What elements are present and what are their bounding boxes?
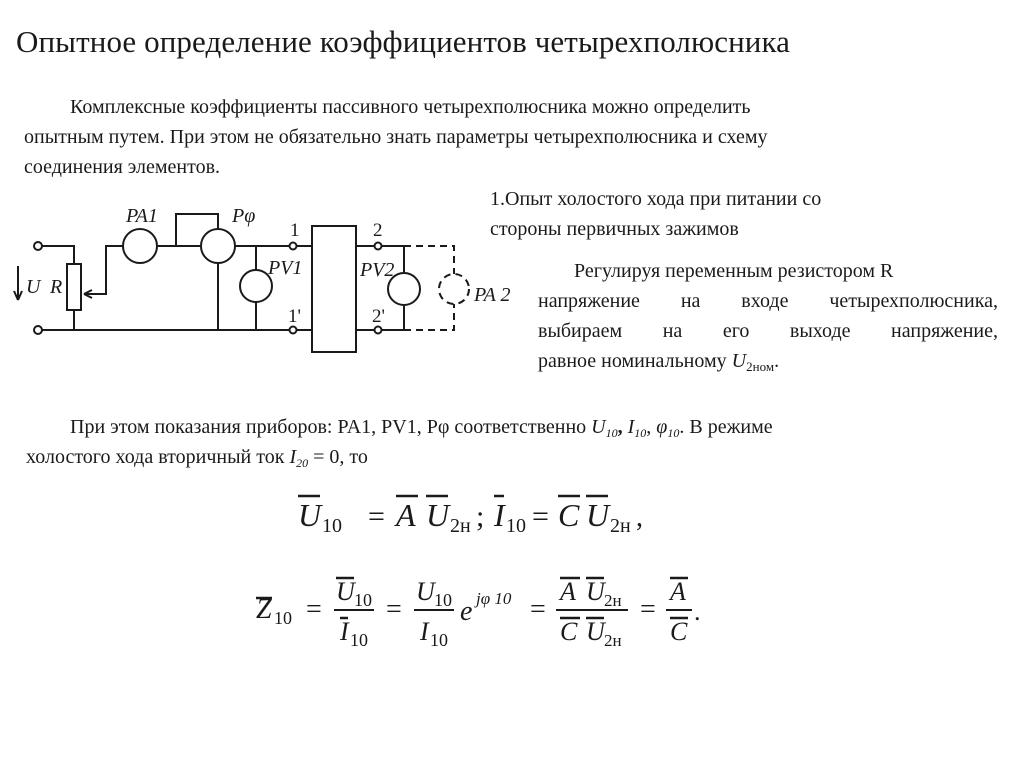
- f2-z: Z: [256, 594, 272, 625]
- f1-c: C: [558, 497, 580, 533]
- f2-end: .: [694, 597, 701, 626]
- f2-eq-3: =: [530, 594, 546, 625]
- label-pa2: PA 2: [474, 284, 511, 306]
- input-terminal-top: [34, 242, 42, 250]
- f1-u2n-b-sub: 2н: [610, 515, 631, 537]
- f2-frac1-num: U: [336, 577, 355, 606]
- f2-exp-base: e: [460, 596, 473, 627]
- f1-end: ,: [636, 502, 643, 533]
- label-r: R: [50, 276, 63, 298]
- formula-2: [250, 568, 710, 648]
- f2-frac3-num-a: A: [560, 577, 576, 606]
- terminal-2p-label: 2': [372, 306, 385, 327]
- experiment-heading: [490, 184, 821, 244]
- f2-eq-4: =: [640, 594, 656, 625]
- f1-u10-sub: 10: [322, 515, 342, 537]
- input-terminal-bottom: [34, 326, 42, 334]
- f2-frac2-den-sub: 10: [430, 630, 448, 648]
- terminal-2-label: 2: [373, 220, 383, 241]
- f2-exp-power: jφ 10: [476, 589, 512, 608]
- label-pv2: PV2: [360, 259, 395, 281]
- ammeter-pa2: [439, 274, 469, 304]
- phase-meter: [201, 229, 235, 263]
- resistor-r: [67, 264, 81, 310]
- f2-frac3-num-sub: 2н: [604, 591, 622, 610]
- f2-eq-2: =: [386, 594, 402, 625]
- readings-line-1: При этом показания приборов: PA1, PV1, Pφ соответственно $U_{10}$, $I_{10}$, $\varphi_{10}$. В режиме: [70, 416, 773, 440]
- f2-frac2-num: U: [416, 577, 435, 606]
- regulating-line-4: равное номинальному $U_{2ном}$.: [538, 350, 780, 374]
- regulating-line-2: напряжение на входе четырехполюсника,: [538, 290, 998, 312]
- f2-frac2-den: I: [420, 617, 429, 646]
- f2-frac1-den: I: [340, 617, 349, 646]
- label-pa1: PA1: [126, 205, 158, 227]
- experiment-line-1: 1.Опыт холостого хода при питании со: [490, 188, 822, 210]
- f2-frac3-den-c: C: [560, 617, 578, 646]
- f1-u2n-a-sub: 2н: [450, 515, 471, 537]
- f2-frac4-den: C: [670, 617, 688, 646]
- intro-paragraph: [24, 92, 994, 182]
- readings-paragraph: [26, 412, 996, 472]
- intro-line-2: опытным путем. При этом не обязательно знать параметры четырехполюсника и схему: [24, 126, 768, 148]
- intro-line-1: Комплексные коэффициенты пассивного четырехполюсника можно определить: [70, 96, 751, 118]
- f2-frac1-num-sub: 10: [354, 590, 372, 610]
- f2-frac3-den-u: U: [586, 617, 605, 646]
- label-pphi: Pφ: [232, 205, 256, 227]
- f2-frac3-den-sub: 2н: [604, 631, 622, 648]
- intro-line-3: соединения элементов.: [24, 156, 221, 178]
- regulating-line-3: выбираем на его выходе напряжение,: [538, 320, 998, 342]
- page-title: Опытное определение коэффициентов четырехполюсника: [16, 24, 791, 59]
- f1-u2n-a: U: [426, 497, 450, 533]
- experiment-line-2: стороны первичных зажимов: [490, 218, 739, 240]
- formula-1: [290, 488, 650, 548]
- readings-line-2: холостого хода вторичный ток $I_{20} = 0$, то: [26, 446, 368, 470]
- four-port-box: [312, 226, 356, 352]
- f1-u2n-b: U: [586, 497, 610, 533]
- f2-frac3-num-u: U: [586, 577, 605, 606]
- circuit-diagram: [0, 190, 530, 370]
- ammeter-pa1: [123, 229, 157, 263]
- f1-separator: ;: [476, 500, 485, 533]
- f1-i10-sub: 10: [506, 515, 526, 537]
- terminal-1-label: 1: [290, 220, 300, 241]
- f1-a: A: [396, 497, 416, 533]
- f2-z-sub: 10: [274, 608, 292, 628]
- f2-frac2-num-sub: 10: [434, 590, 452, 610]
- terminal-1p-label: 1': [288, 306, 301, 327]
- label-pv1: PV1: [268, 257, 303, 279]
- f2-frac4-num: A: [670, 577, 686, 606]
- regulating-paragraph: [538, 256, 998, 376]
- f1-i10: I: [494, 497, 505, 533]
- label-u: U: [26, 276, 41, 298]
- f1-eq2: =: [532, 500, 549, 533]
- f1-eq1: =: [368, 500, 385, 533]
- regulating-line-1: Регулируя переменным резистором R: [574, 260, 894, 282]
- f1-u10: U: [298, 497, 322, 533]
- f2-frac1-den-sub: 10: [350, 630, 368, 648]
- f2-eq-1: =: [306, 594, 322, 625]
